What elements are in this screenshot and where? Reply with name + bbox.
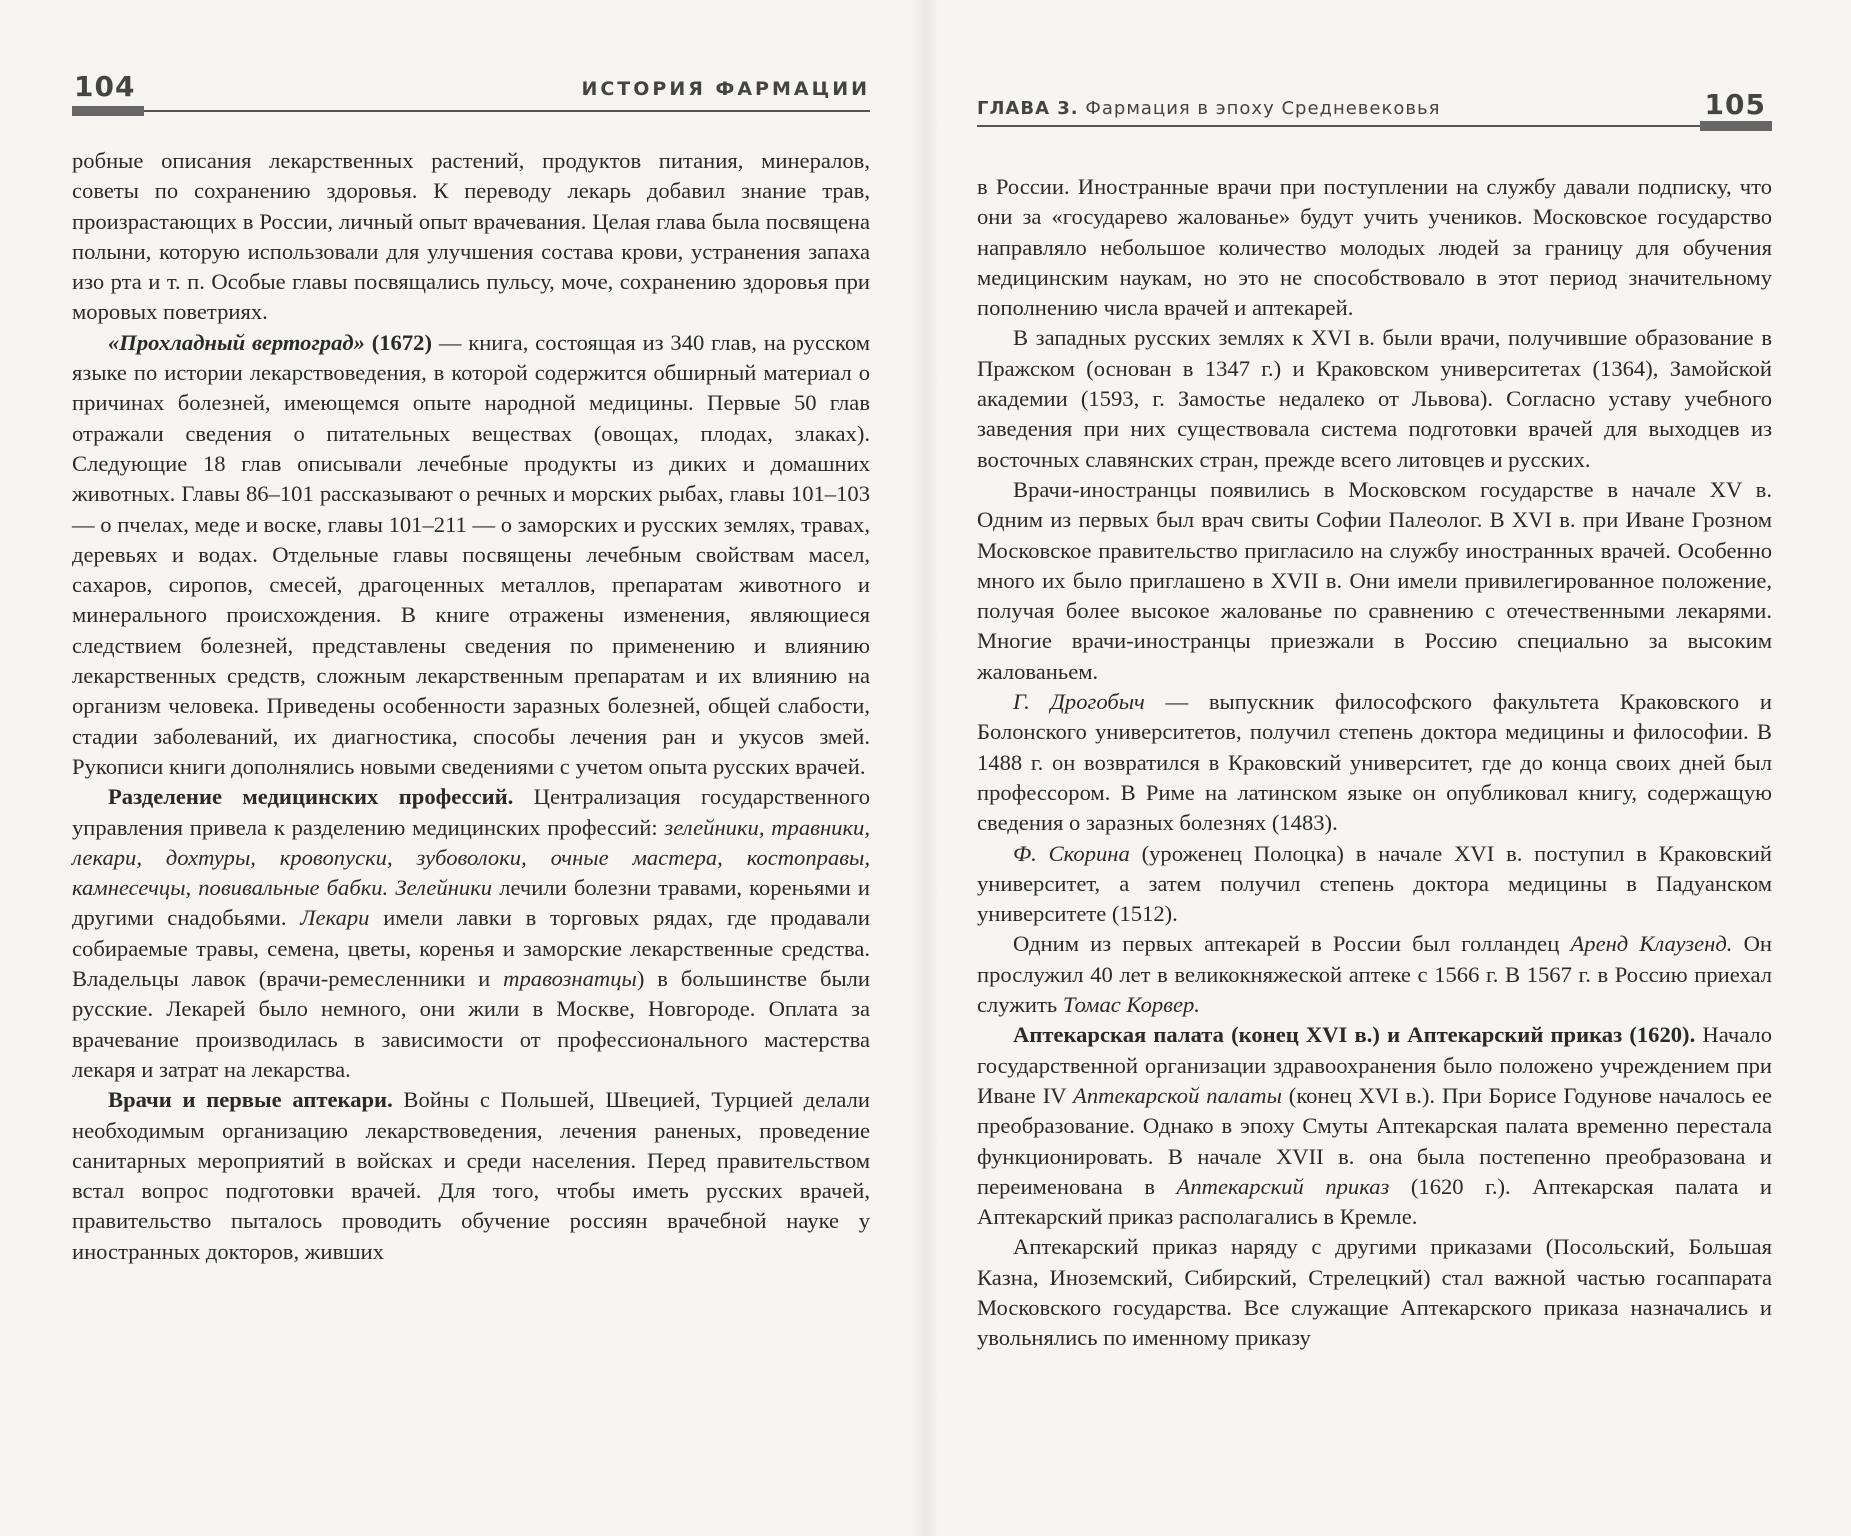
left-page bbox=[0, 0, 925, 1536]
right-page bbox=[925, 0, 1851, 1536]
paragraph: Аптекарская палата (конец XVI в.) и Аптекарский приказ (1620). Начало государственной организации здравоохранения было положено учреждением при Иване IV Аптекарской палаты (конец XVI в.). При Борисе Годунове началось ее преобразование. Однако в эпоху Смуты Аптекарская палата временно перестала функционировать. В начале XVII в. она была постепенно преобразована и переименована в Аптекарский приказ (1620 г.). Аптекарская палата и Аптекарский приказ располагались в Кремле. bbox=[977, 1022, 1773, 1230]
book-title: «Прохладный вертоград» bbox=[108, 329, 365, 355]
person-name: Г. Дрогобыч bbox=[1013, 689, 1145, 715]
page-number: 105 bbox=[1704, 88, 1766, 121]
paragraph: робные описания лекарственных растений, продуктов питания, минералов, советы по сохранению здоровья. К переводу лекарь добавил знание трав, произрастающих в России, личный опыт врачевания. Целая глава была посвящена полыни, которую использовали для улучшения состава крови, устранения запаха изо рта и т. п. Особые главы посвящались пульсу, моче, сохранению здоровья при моровых поветриях. bbox=[72, 148, 870, 325]
paragraph: Одним из первых аптекарей в России был голландец Аренд Клаузенд. Он прослужил 40 лет в великокняжеской аптеке с 1566 г. В 1567 г. в Россию приехал служить Томас Корвер. bbox=[977, 931, 1772, 1018]
left-page-header bbox=[72, 70, 870, 118]
paragraph: Ф. Скорина (уроженец Полоцка) в начале XVI в. поступил в Краковский университет, а затем получил степень доктора медицины в Падуанском университете (1512). bbox=[977, 840, 1772, 927]
paragraph: Аптекарский приказ наряду с другими приказами (Посольский, Большая Казна, Иноземский, Сибирский, Стрелецкий) стал важной частью госаппарата Московского государства. Все служащие Аптекарского приказа назначались и увольнялись по именному приказу bbox=[977, 1234, 1772, 1351]
section-heading: Разделение медицинских профессий. bbox=[108, 784, 514, 810]
book-year: (1672) bbox=[371, 329, 432, 355]
right-page-body bbox=[977, 172, 1772, 1354]
paragraph: Врачи и первые аптекари. Войны с Польшей, Швецией, Турцией делали необходимым организацию лекарствоведения, лечения раненых, проведение санитарных мероприятий в войсках и среди населения. Перед правительством встал вопрос подготовки врачей. Для того, чтобы иметь русских врачей, правительство пыталось проводить обучение россиян врачебной науке у иностранных докторов, живших bbox=[72, 1087, 870, 1264]
paragraph: Г. Дрогобыч — выпускник философского факультета Краковского и Болонского университетов, получил степень доктора медицины и философии. В 1488 г. он возвратился в Краковский университет, где до конца своих дней был профессором. В Риме на латинском языке он опубликовал книгу, содержащую сведения о заразных болезнях (1483). bbox=[977, 689, 1772, 836]
paragraph: В западных русских землях к XVI в. были врачи, получившие образование в Пражском (основан в 1347 г.) и Краковском университетах (1364), Замойской академии (1593, г. Замостье недалеко от Львова). Согласно уставу учебного заведения при них существовала система подготовки врачей для выходцев из восточных славянских стран, прежде всего литовцев и русских. bbox=[977, 325, 1772, 472]
header-rule bbox=[977, 125, 1772, 127]
paragraph: «Прохладный вертоград» (1672) — книга, состоящая из 340 глав, на русском языке по истории лекарствоведения, в которой содержится обширный материал о причинах болезней, имеющемся опыте народной медицины. Первые 50 глав отражали сведения о питательных веществах (овощах, плодах, злаках). Следующие 18 глав описывали лечебные продукты из диких и домашних животных. Главы 86–101 рассказывают о речных и морских рыбах, главы 101–103 — о пчелах, меде и воске, главы 101–211 — о заморских и русских землях, травах, деревьях и водах. Отдельные главы посвящены лечебным свойствам масел, сахаров, сиропов, смесей, драгоценных металлов, препаратам животного и минерального происхождения. В книге отражены изменения, являющиеся следствием болезней, представлены сведения по применению и влиянию лекарственных средств, сложным лекарственным препаратам и их влиянию на организм человека. Приведены особенности заразных болезней, общей слабости, стадии заболеваний, их диагностика, способы лечения ран и укусов змей. Рукописи книги дополнялись новыми сведениями с учетом опыта русских врачей. bbox=[72, 329, 870, 779]
page-number: 104 bbox=[74, 70, 136, 103]
section-heading: Врачи и первые аптекари. bbox=[108, 1087, 393, 1113]
left-page-body bbox=[72, 146, 870, 1267]
page-number-tab bbox=[72, 106, 144, 116]
page-number-tab bbox=[1700, 121, 1772, 131]
header-rule bbox=[72, 110, 870, 112]
chapter-running-title: ГЛАВА 3. Фармация в эпоху Средневековья bbox=[977, 98, 1441, 119]
running-title: ИСТОРИЯ ФАРМАЦИИ bbox=[581, 78, 870, 100]
right-page-header bbox=[977, 70, 1772, 121]
section-heading: Аптекарская палата (конец XVI в.) и Аптекарский приказ (1620). bbox=[1013, 1022, 1696, 1048]
person-name: Ф. Скорина bbox=[1013, 840, 1130, 866]
paragraph: Врачи-иностранцы появились в Московском государстве в начале XV в. Одним из первых был врач свиты Софии Палеолог. В XVI в. при Иване Грозном Московское правительство пригласило на службу иностранных врачей. Особенно много их было приглашено в XVII в. Они имели привилегированное положение, получая более высокое жалованье по сравнению с отечественными лекарями. Многие врачи-иностранцы приезжали в Россию специально за высоким жалованьем. bbox=[977, 476, 1772, 684]
paragraph: в России. Иностранные врачи при поступлении на службу давали подписку, что они за «государево жалованье» будут учить учеников. Московское государство направляло небольшое количество молодых людей за границу для обучения медицинским наукам, но это не способствовало в этот период значительному пополнению числа врачей и аптекарей. bbox=[977, 174, 1772, 321]
paragraph: Разделение медицинских профессий. Централизация государственного управления привела к разделению медицинских профессий: зелейники, травники, лекари, дохтуры, кровопуски, зубоволоки, очные мастера, костоправы, камнесечцы, повивальные бабки. Зелейники лечили болезни травами, кореньями и другими снадобьями. Лекари имели лавки в торговых рядах, где продавали собираемые травы, семена, цветы, коренья и заморские лекарственные средства. Владельцы лавок (врачи-ремесленники и травознатцы) в большинстве были русские. Лекарей было немного, они жили в Москве, Новгороде. Оплата за врачевание производилась в зависимости от профессионального мастерства лекаря и затрат на лекарства. bbox=[72, 784, 870, 1082]
